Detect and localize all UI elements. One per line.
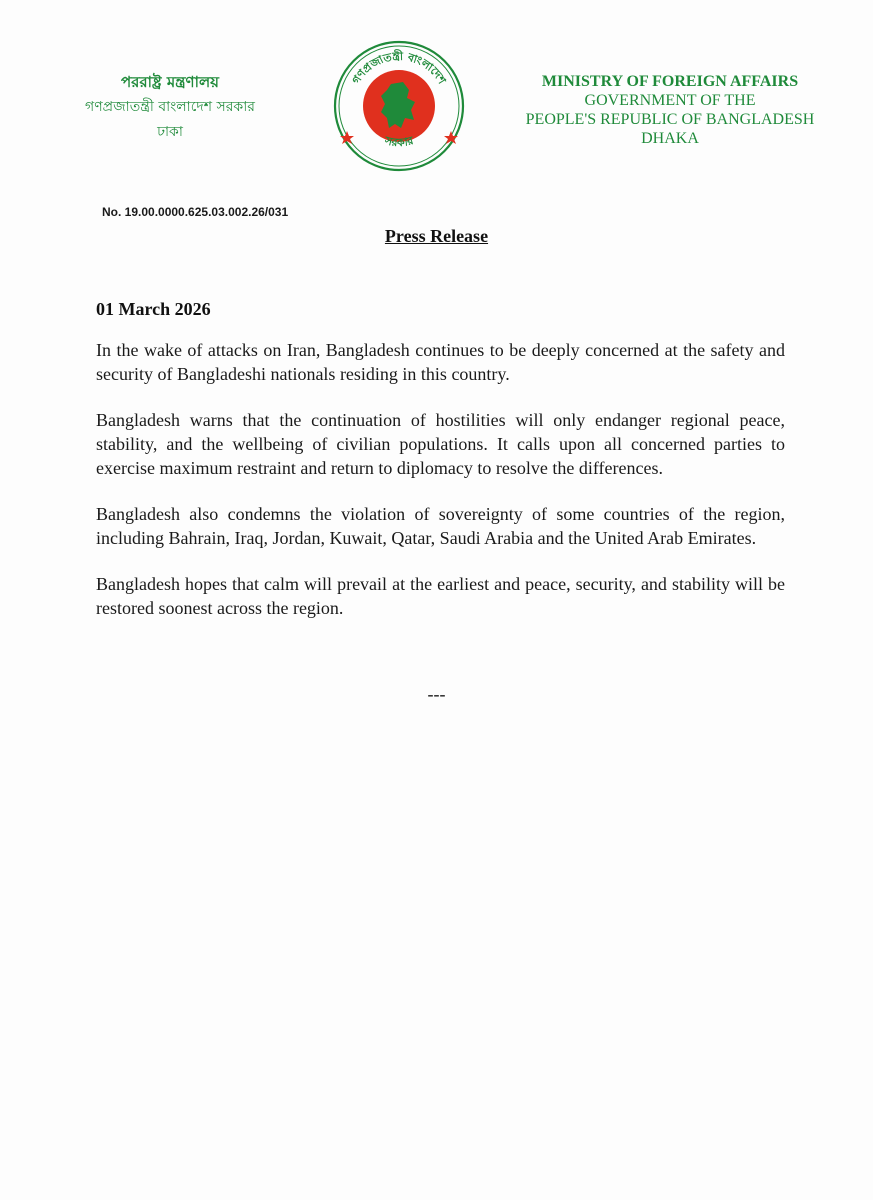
body-paragraph: Bangladesh also condemns the violation of sovereignty of some countries of the region, including Bahrain, Iraq, Jordan, Kuwait, Qatar, Saudi Arabia and the United Arab Emirates. — [96, 504, 785, 548]
body-paragraph: In the wake of attacks on Iran, Bangladesh continues to be deeply concerned at the safety and security of Bangladeshi nationals residing in this country. — [96, 340, 785, 384]
seal-ring-text-top: গণপ্রজাতন্ত্রী বাংলাদেশ — [349, 49, 449, 87]
bangla-city: ঢাকা — [157, 124, 183, 140]
bangla-government-name: গণপ্রজাতন্ত্রী বাংলাদেশ সরকার — [85, 99, 255, 115]
english-city: DHAKA — [641, 130, 699, 147]
document-date: 01 March 2026 — [96, 299, 211, 319]
reference-number: No. 19.00.0000.625.03.002.26/031 — [102, 205, 289, 219]
document-body — [96, 338, 785, 642]
bangla-ministry-name: পররাষ্ট্র মন্ত্রণালয় — [121, 73, 219, 91]
body-paragraph: Bangladesh hopes that calm will prevail at the earliest and peace, security, and stability will be restored soonest across the region. — [96, 574, 785, 618]
seal-ring-text-bottom: সরকার — [383, 133, 415, 150]
government-seal-icon — [331, 38, 467, 174]
bangla-letterhead — [40, 70, 300, 145]
english-ministry-name: MINISTRY OF FOREIGN AFFAIRS — [541, 73, 799, 90]
body-paragraph: Bangladesh warns that the continuation of hostilities will only endanger regional peace, stability, and the wellbeing of civilian populations. It calls upon all concerned parties to exercise maximum restraint and return to diplomacy to resolve the differences. — [96, 410, 785, 478]
english-government-name: GOVERNMENT OF THE — [584, 92, 756, 109]
english-country-name: PEOPLE'S REPUBLIC OF BANGLADESH — [525, 111, 815, 128]
document-title: Press Release — [384, 226, 489, 246]
end-mark: --- — [427, 684, 446, 704]
english-letterhead — [505, 72, 835, 148]
